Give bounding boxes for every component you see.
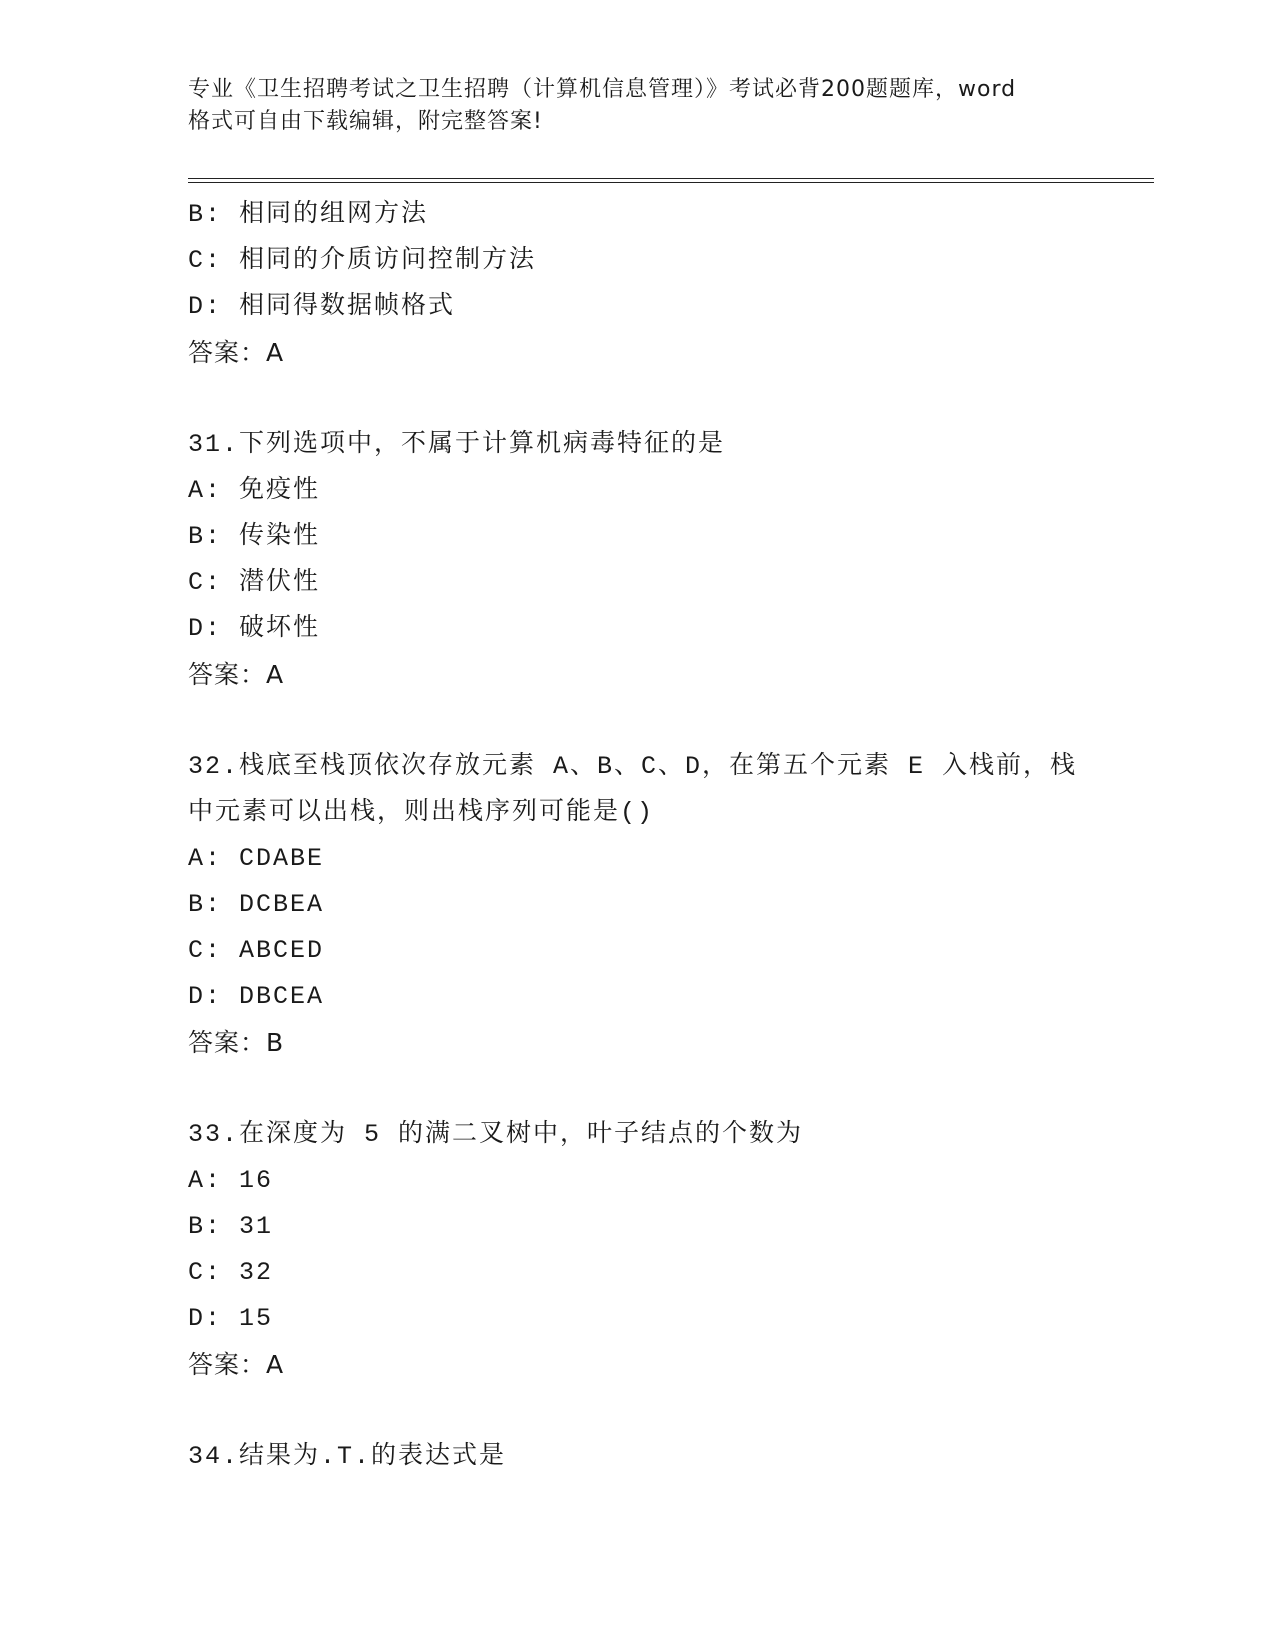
question-text-line-2: 中元素可以出栈，则出栈序列可能是() xyxy=(188,798,655,827)
header-divider xyxy=(188,178,1154,183)
spacer xyxy=(188,376,1088,422)
option-b: B: 31 xyxy=(188,1212,274,1241)
spacer xyxy=(188,1066,1088,1112)
question-text-line-1: 32.栈底至栈顶依次存放元素 A、B、C、D，在第五个元素 E 入栈前，栈 xyxy=(188,752,1078,781)
option-a: A: CDABE xyxy=(188,844,325,873)
answer-label: 答案：A xyxy=(188,338,285,367)
question-34 xyxy=(188,1434,1088,1480)
option-a: A: 16 xyxy=(188,1166,274,1195)
option-c: C: 相同的介质访问控制方法 xyxy=(188,246,537,275)
option-d: D: 15 xyxy=(188,1304,274,1333)
option-c: C: 潜伏性 xyxy=(188,568,321,597)
question-31 xyxy=(188,422,1088,698)
document-header xyxy=(188,74,1088,138)
question-list xyxy=(188,192,1088,1480)
option-d: D: 破坏性 xyxy=(188,614,321,643)
question-32 xyxy=(188,744,1088,1066)
option-c: C: ABCED xyxy=(188,936,325,965)
spacer xyxy=(188,1388,1088,1434)
question-30-continued xyxy=(188,192,1088,376)
spacer xyxy=(188,698,1088,744)
header-title-line-1: 专业《卫生招聘考试之卫生招聘（计算机信息管理）》考试必背200题题库，word xyxy=(188,77,1017,102)
option-b: B: DCBEA xyxy=(188,890,325,919)
header-title-line-2: 格式可自由下载编辑，附完整答案! xyxy=(188,109,543,134)
option-d: D: DBCEA xyxy=(188,982,325,1011)
option-b: B: 相同的组网方法 xyxy=(188,200,429,229)
option-a: A: 免疫性 xyxy=(188,476,321,505)
option-c: C: 32 xyxy=(188,1258,274,1287)
answer-label: 答案：B xyxy=(188,1028,285,1057)
option-b: B: 传染性 xyxy=(188,522,321,551)
question-text: 31.下列选项中，不属于计算机病毒特征的是 xyxy=(188,430,726,459)
answer-label: 答案：A xyxy=(188,1350,285,1379)
question-text: 34.结果为.T.的表达式是 xyxy=(188,1442,507,1471)
question-33 xyxy=(188,1112,1088,1388)
question-text: 33.在深度为 5 的满二叉树中，叶子结点的个数为 xyxy=(188,1120,804,1149)
option-d: D: 相同得数据帧格式 xyxy=(188,292,456,321)
answer-label: 答案：A xyxy=(188,660,285,689)
